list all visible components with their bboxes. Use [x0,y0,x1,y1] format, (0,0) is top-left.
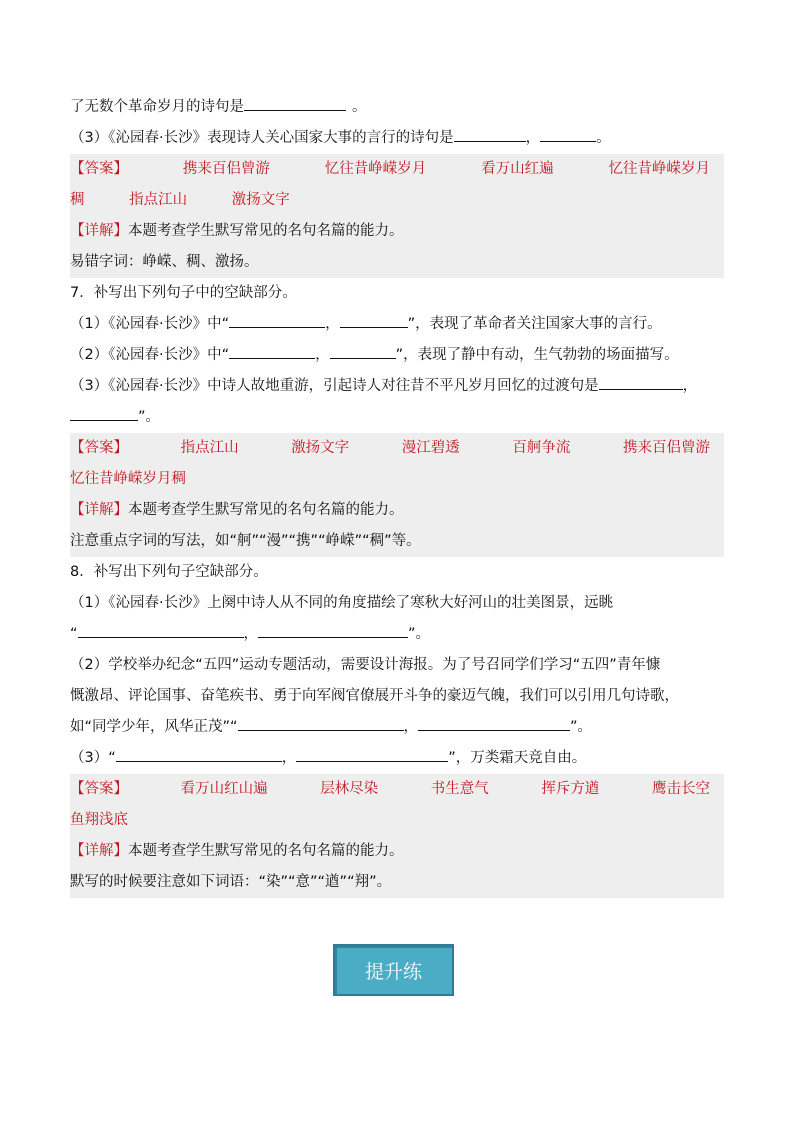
q8-sub1: （1）《沁园春·长沙》上阕中诗人从不同的角度描绘了寒秋大好河山的壮美图景，远眺 [70,595,614,611]
answer-item: 激扬文字 [231,192,290,208]
answer-blank [70,402,138,421]
answer-item: 忆往昔峥嵘岁月 [324,161,427,177]
detail-row: 【详解】本题考查学生默写常见的名句名篇的能力。 [70,223,404,239]
answer-row [70,464,724,495]
button-label: 提升练 [364,960,422,983]
answer-blank [229,309,325,328]
answer-item: 挥斥方遒 [541,781,600,797]
answer-item: 携来百侣曾游 [182,161,270,177]
answer-item: 看万山红遍 [481,161,554,177]
answer-blank [244,92,346,111]
q7-sub1: （1）《沁园春·长沙》中“ ， ”，表现了革命者关注国家大事的言行。 [70,309,724,340]
answer-item: 鱼翔浅底 [70,812,128,828]
note-row: 易错字词：峥嵘、稠、激扬。 [70,254,259,270]
answer-item: 忆往昔峥嵘岁月 [608,161,710,177]
answer-blank [599,371,683,390]
answer-label: 【答案】 [70,161,128,177]
answer-blank [238,712,404,731]
detail-label: 【详解】 [70,502,128,518]
answer-item: 书生意气 [430,781,489,797]
answer-item: 看万山红山遍 [180,781,268,797]
q7-answer-block [70,433,724,557]
detail-row: 【详解】本题考查学生默写常见的名句名篇的能力。 [70,843,404,859]
answer-label: 【答案】 [70,781,128,797]
answer-item: 漫江碧透 [401,440,460,456]
answer-blank [116,743,282,762]
answer-item: 层林尽染 [320,781,379,797]
q6-line2: （3）《沁园春·长沙》表现诗人关心国家大事的言行的诗句是 ， 。 [70,123,724,154]
answer-item: 指点江山 [180,440,239,456]
answer-blank [340,309,408,328]
answer-blank [229,340,315,359]
answer-item: 激扬文字 [291,440,350,456]
q8-sub2: （2）学校举办纪念“五四”运动专题活动，需要设计海报。为了号召同学们学习“五四”青年慷 [70,657,661,673]
note-row: 默写的时候要注意如下词语：“染”“意”“遒”“翔”。 [70,874,392,890]
q7-sub2: （2）《沁园春·长沙》中“ ， ”，表现了静中有动，生气勃勃的场面描写。 [70,340,724,371]
answer-row [70,805,724,836]
answer-item: 百舸争流 [512,440,571,456]
q6-line1: 了无数个革命岁月的诗句是 。 [70,92,724,123]
answer-blank [418,712,570,731]
answer-row [70,185,724,216]
answer-row [70,433,724,464]
q7-sub3-cont: ”。 [70,402,724,433]
answer-row [70,774,724,805]
answer-item: 指点江山 [129,192,188,208]
answer-item: 忆往昔峥嵘岁月稠 [70,471,186,487]
answer-blank [330,340,396,359]
document-body [70,92,724,898]
q8-title: 8．补写出下列句子空缺部分。 [70,564,268,580]
q8-sub2-cont: 慨激昂、评论国事、奋笔疾书、勇于向军阀官僚展开斗争的豪迈气魄，我们可以引用几句诗歌， [70,688,679,704]
note-row: 注意重点字词的写法，如“舸”“漫”“携”“峥嵘”“稠”等。 [70,533,421,549]
answer-item: 鹰击长空 [651,781,710,797]
answer-blank [258,619,408,638]
answer-blank [454,123,526,142]
answer-blank [78,619,244,638]
q8-sub1-cont: “ ， ”。 [70,619,724,650]
q8-sub3: （3）“ ， ”，万类霜天竞自由。 [70,743,724,774]
answer-item: 携来百侣曾游 [622,440,710,456]
answer-blank [296,743,448,762]
answer-blank [540,123,596,142]
q6-answer-block [70,154,724,278]
q8-sub2-cont2: 如“同学少年，风华正茂”“ ， ”。 [70,712,724,743]
q7-title: 7．补写出下列句子中的空缺部分。 [70,285,297,301]
answer-item: 稠 [70,192,85,208]
detail-label: 【详解】 [70,843,128,859]
detail-row: 【详解】本题考查学生默写常见的名句名篇的能力。 [70,502,404,518]
detail-label: 【详解】 [70,223,128,239]
answer-label: 【答案】 [70,440,128,456]
advanced-practice-button[interactable] [333,944,454,996]
q7-sub3: （3）《沁园春·长沙》中诗人故地重游，引起诗人对往昔不平凡岁月回忆的过渡句是 ， [70,371,724,402]
q8-answer-block [70,774,724,898]
answer-row [70,154,724,185]
